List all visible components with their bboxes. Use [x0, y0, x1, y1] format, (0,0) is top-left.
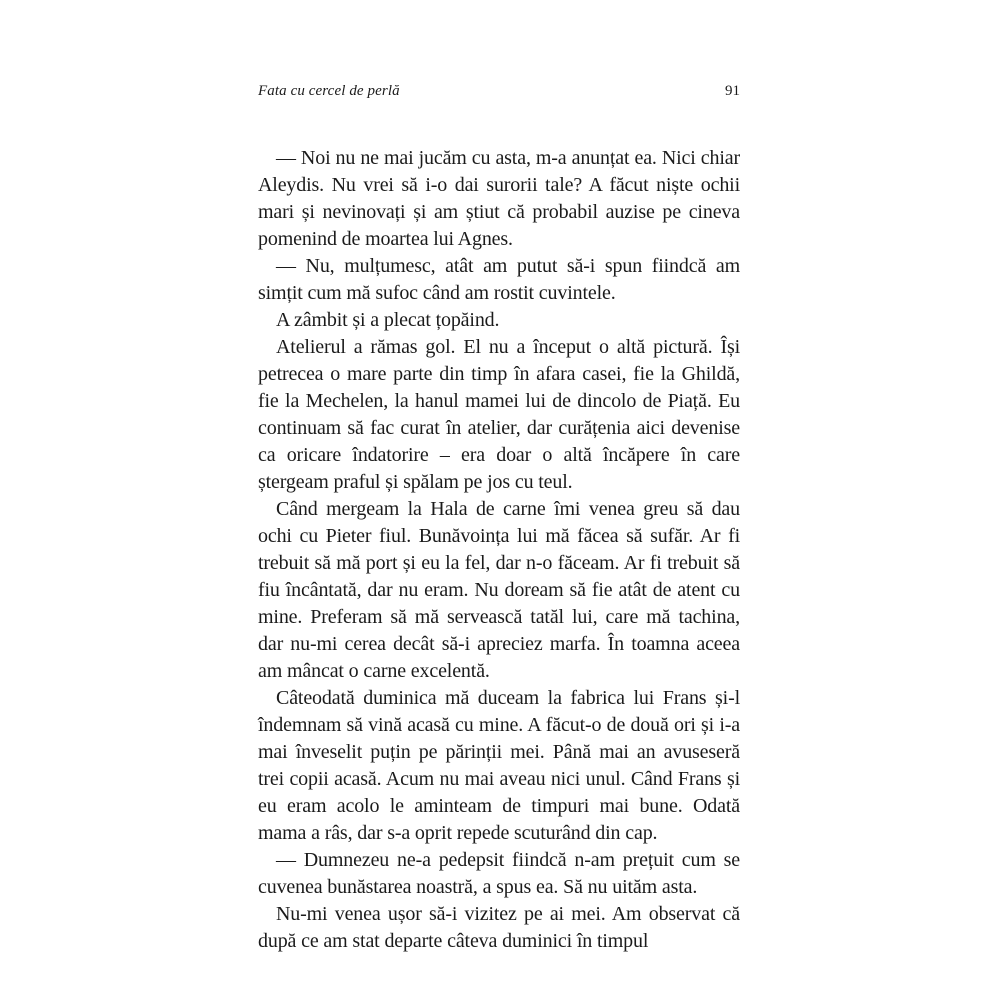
page-number: 91: [725, 83, 740, 99]
book-page: [258, 80, 740, 960]
paragraph: Câteodată duminica mă duceam la fabrica lui Frans și-l îndemnam să vină acasă cu mine. A făcut-o de două ori și i-a mai înveselit puțin pe părinții mei. Până mai an avuseseră trei copii acasă. Acum nu mai aveau nici unul. Când Frans și eu eram acolo le aminteam de timpuri mai bune. Odată mama a râs, dar s-a oprit repede scuturând din cap.: [258, 687, 740, 844]
paragraph: — Noi nu ne mai jucăm cu asta, m-a anunțat ea. Nici chiar Aleydis. Nu vrei să i-o dai surorii tale? A făcut niște ochii mari și nevinovați și am știut că probabil auzise pe cineva pomenind de moartea lui Agnes.: [258, 147, 740, 250]
paragraph: A zâmbit și a plecat țopăind.: [276, 309, 500, 331]
paragraph: Când mergeam la Hala de carne îmi venea greu să dau ochi cu Pieter fiul. Bunăvoința lui mă făcea să sufăr. Ar fi trebuit să mă port și eu la fel, dar n-o făceam. Ar fi trebuit să fiu încântată, dar nu eram. Nu doream să fie atât de atent cu mine. Preferam să mă servească tatăl lui, care mă tachina, dar nu-mi cerea decât să-i apreciez marfa. În toamna aceea am mâncat o carne excelentă.: [258, 498, 740, 682]
book-title: Fata cu cercel de perlă: [258, 83, 400, 99]
paragraph: Atelierul a rămas gol. El nu a început o altă pictură. Își petrecea o mare parte din timp în afara casei, fie la Ghildă, fie la Mechelen, la hanul mamei lui de dincolo de Piață. Eu continuam să fac curat în atelier, dar curățenia aici devenise ca oricare îndatorire – era doar o altă încăpere în care ștergeam praful și spălam pe jos cu teul.: [258, 336, 740, 493]
paragraph: Nu-mi venea ușor să-i vizitez pe ai mei. Am observat că după ce am stat departe câteva duminici în timpul: [258, 903, 740, 952]
body-text: [258, 145, 740, 955]
running-head: [258, 80, 740, 102]
paragraph: — Dumnezeu ne-a pedepsit fiindcă n-am prețuit cum se cuvenea bunăstarea noastră, a spus ea. Să nu uităm asta.: [258, 849, 740, 898]
paragraph: — Nu, mulțumesc, atât am putut să-i spun fiindcă am simțit cum mă sufoc când am rostit cuvintele.: [258, 255, 740, 304]
